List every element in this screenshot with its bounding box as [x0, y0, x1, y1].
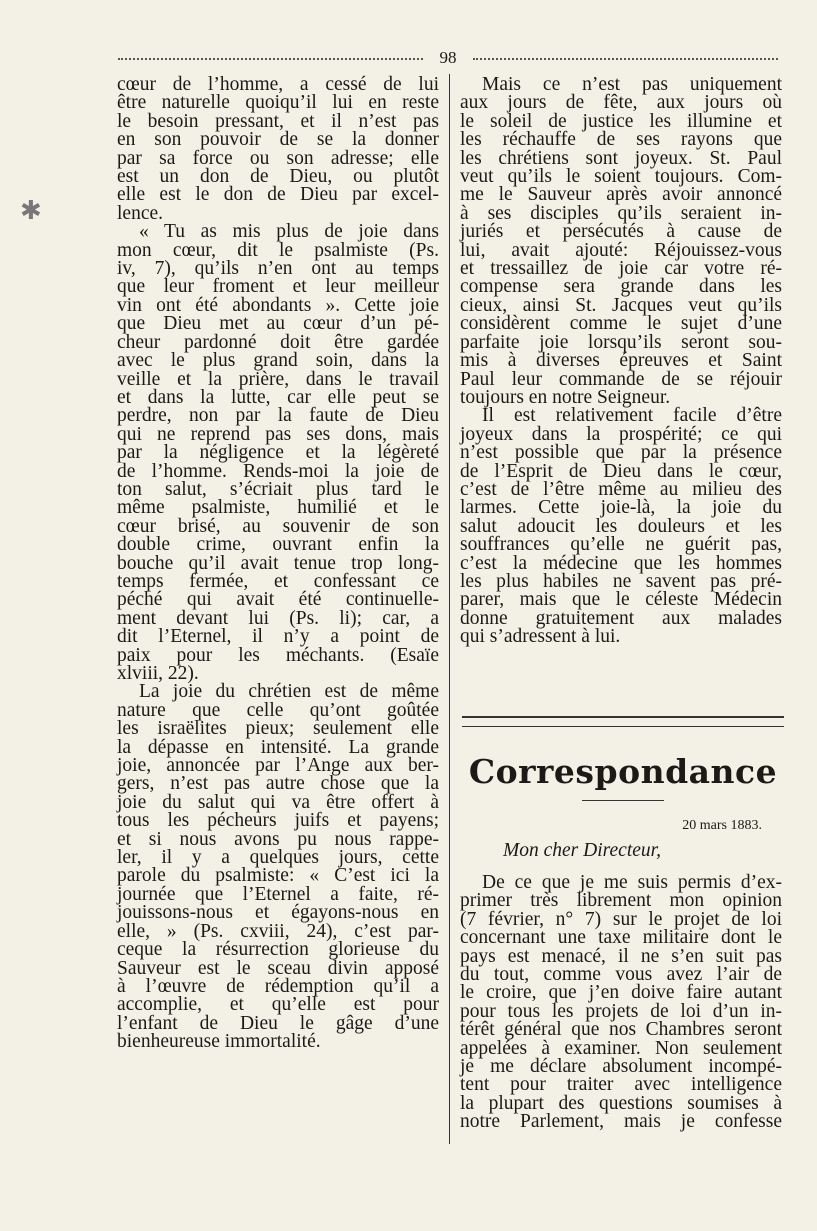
- text-line: considèrent comme le sujet d’une: [460, 313, 782, 335]
- text-line: à ses disciples qu’ils seraient in-: [460, 202, 782, 224]
- text-line: les chrétiens sont joyeux. St. Paul: [460, 147, 782, 169]
- text-line: aux jours de fête, aux jours où: [460, 92, 782, 114]
- text-line: avec le plus grand soin, dans la: [117, 350, 439, 372]
- text-line: bienheureuse immortalité.: [117, 1031, 321, 1053]
- text-line: lence.: [117, 202, 164, 224]
- text-line: les réchauffe de ses rayons que: [460, 129, 782, 151]
- page-header: [118, 48, 778, 70]
- text-line: La joie du chrétien est de même: [139, 681, 439, 703]
- text-line: concernant une taxe militaire dont le: [460, 927, 782, 949]
- text-line: le besoin pressant, et il n’est pas: [117, 110, 439, 132]
- text-line: péché qui avait été continuelle-: [117, 589, 439, 611]
- text-line: dit l’Eternel, il n’y a point de: [117, 626, 439, 648]
- text-line: tent pour traiter avec intelligence: [460, 1074, 782, 1096]
- text-line: cieux, ainsi St. Jacques veut qu’ils: [460, 294, 782, 316]
- text-line: mis à diverses épreuves et Saint: [460, 350, 782, 372]
- text-line: temps fermée, et confessant ce: [117, 570, 439, 592]
- text-line: iv, 7), qu’ils n’en ont au temps: [117, 258, 439, 280]
- text-line: l’enfant de Dieu le gâge d’une: [117, 1012, 439, 1034]
- page-number: 98: [439, 48, 457, 67]
- text-line: pays est menacé, il ne s’en suit pas: [460, 945, 782, 967]
- text-line: que Dieu met au cœur d’un pé-: [117, 313, 439, 335]
- text-line: térêt général que nos Chambres seront: [460, 1019, 782, 1041]
- text-line: ment devant lui (Ps. li); car, a: [117, 607, 439, 629]
- text-line: à l’œuvre de rédemption qu’il a: [117, 975, 439, 997]
- letter-body: [460, 874, 782, 1132]
- text-line: gers, n’est pas autre chose que la: [117, 773, 439, 795]
- text-line: du tout, comme vous avez l’air de: [460, 964, 782, 986]
- text-line: est un don de Dieu, ou plutôt: [117, 166, 439, 188]
- text-line: la dépasse en intensité. La grande: [117, 736, 439, 758]
- text-line: (7 février, n° 7) sur le projet de loi: [460, 908, 782, 930]
- text-line: xlviii, 22).: [117, 663, 199, 684]
- text-line: compense sera grande dans les: [460, 276, 782, 298]
- text-line: primer très librement mon opinion: [460, 890, 782, 912]
- text-line: jouissons-nous et égayons-nous en: [117, 902, 439, 924]
- text-line: lui, avait ajouté: Réjouissez-vous: [460, 239, 782, 261]
- title-underline: [582, 800, 664, 801]
- text-line: c’est de l’être même au milieu des: [460, 478, 782, 500]
- text-line: Mais ce n’est pas uniquement: [482, 74, 782, 95]
- text-line: parole du psalmiste: « C’est ici la: [117, 865, 439, 887]
- left-column: [117, 76, 439, 1052]
- text-line: Il est relativement facile d’être: [482, 405, 782, 427]
- text-line: me le Sauveur après avoir annoncé: [460, 184, 782, 206]
- text-line: joie, annoncée par l’Ange aux ber-: [117, 755, 439, 777]
- text-line: être naturelle quoiqu’il lui en reste: [117, 92, 439, 114]
- text-line: donne gratuitement aux malades: [460, 607, 782, 629]
- text-line: la plupart des questions soumises à: [460, 1092, 782, 1114]
- text-line: notre Parlement, mais je confesse: [460, 1111, 782, 1133]
- text-line: que leur froment et leur meilleur: [117, 276, 439, 298]
- text-line: en son pouvoir de se la donner: [117, 129, 439, 151]
- text-line: le croire, que j’en doive faire autant: [460, 982, 782, 1004]
- text-line: de l’Esprit de Dieu dans le cœur,: [460, 460, 782, 482]
- text-line: « Tu as mis plus de joie dans: [139, 221, 439, 243]
- text-line: bouche qu’il avait tenue trop long-: [117, 552, 439, 574]
- text-line: souffrances qu’elle ne guérit pas,: [460, 534, 782, 556]
- ink-blot-icon: ✱: [20, 196, 42, 225]
- text-line: c’est la médecine que les hommes: [460, 552, 782, 574]
- text-line: ton salut, s’écriait plus tard le: [117, 478, 439, 500]
- section-divider: [462, 716, 784, 727]
- text-line: par la négligence et la légèreté: [117, 442, 439, 464]
- text-line: juriés et persécutés à cause de: [460, 221, 782, 243]
- text-line: joyeux dans la prospérité; ce qui: [460, 423, 782, 445]
- text-line: journée que l’Eternel a faite, ré-: [117, 883, 439, 905]
- text-line: tous les pécheurs juifs et payens;: [117, 810, 439, 832]
- text-line: le soleil de justice les illumine et: [460, 110, 782, 132]
- text-line: et tressaillez de joie car votre ré-: [460, 258, 782, 280]
- text-line: joie du salut qui va être offert à: [117, 791, 439, 813]
- text-line: Sauveur est le sceau divin apposé: [117, 957, 439, 979]
- text-line: de l’homme. Rends-moi la joie de: [117, 460, 439, 482]
- text-line: elle, » (Ps. cxviii, 24), c’est par-: [117, 920, 439, 942]
- text-line: parer, mais que le céleste Médecin: [460, 589, 782, 611]
- text-line: cœur brisé, au souvenir de son: [117, 515, 439, 537]
- text-line: Paul leur commande de se réjouir: [460, 368, 782, 390]
- text-line: et dans la lutte, car elle peut se: [117, 386, 439, 408]
- text-line: nature que celle qu’ont goûtée: [117, 699, 439, 721]
- text-line: salut adoucit les douleurs et les: [460, 515, 782, 537]
- text-line: qui ne reprend pas ses dons, mais: [117, 423, 439, 445]
- text-line: et si nous avons pu nous rappe-: [117, 828, 439, 850]
- text-line: les israëlites pieux; seulement elle: [117, 718, 439, 740]
- text-line: elle est le don de Dieu par excel-: [117, 184, 439, 206]
- text-line: n’est possible que par la présence: [460, 442, 782, 464]
- text-line: cheur pardonné doit être gardée: [117, 331, 439, 353]
- text-line: vin ont été abondants ». Cette joie: [117, 294, 439, 316]
- text-line: paix pour les méchants. (Esaïe: [117, 644, 439, 666]
- section-title: Correspondance: [468, 752, 778, 791]
- header-ornament-right: [473, 58, 778, 60]
- text-line: parfaite joie lorsqu’ils seront sou-: [460, 331, 782, 353]
- column-divider: [449, 74, 450, 1144]
- text-line: veille et la prière, dans le travail: [117, 368, 439, 390]
- text-line: les plus habiles ne savent pas pré-: [460, 570, 782, 592]
- text-line: accomplie, et qu’elle est pour: [117, 994, 439, 1016]
- text-line: veut qu’ils le soient toujours. Com-: [460, 166, 782, 188]
- text-line: qui s’adressent à lui.: [460, 626, 621, 648]
- text-line: par sa force ou son adresse; elle: [117, 147, 439, 169]
- letter-salutation: Mon cher Directeur,: [503, 840, 661, 861]
- text-line: même psalmiste, humilié et le: [117, 497, 439, 519]
- text-line: ler, il y a quelques jours, cette: [117, 847, 439, 869]
- text-line: appelées à examiner. Non seulement: [460, 1037, 782, 1059]
- text-line: toujours en notre Seigneur.: [460, 386, 671, 408]
- text-line: mon cœur, dit le psalmiste (Ps.: [117, 239, 439, 261]
- text-line: pour tous les projets de loi d’un in-: [460, 1000, 782, 1022]
- text-line: larmes. Cette joie-là, la joie du: [460, 497, 782, 519]
- right-column: [460, 76, 782, 647]
- text-line: De ce que je me suis permis d’ex-: [482, 872, 782, 893]
- text-line: je me déclare absolument incompé-: [460, 1056, 782, 1078]
- text-line: cœur de l’homme, a cessé de lui: [117, 74, 439, 95]
- letter-date: 20 mars 1883.: [682, 818, 762, 833]
- text-line: double crime, ouvrant enfin la: [117, 534, 439, 556]
- text-line: ceque la résurrection glorieuse du: [117, 939, 439, 961]
- text-line: perdre, non par la faute de Dieu: [117, 405, 439, 427]
